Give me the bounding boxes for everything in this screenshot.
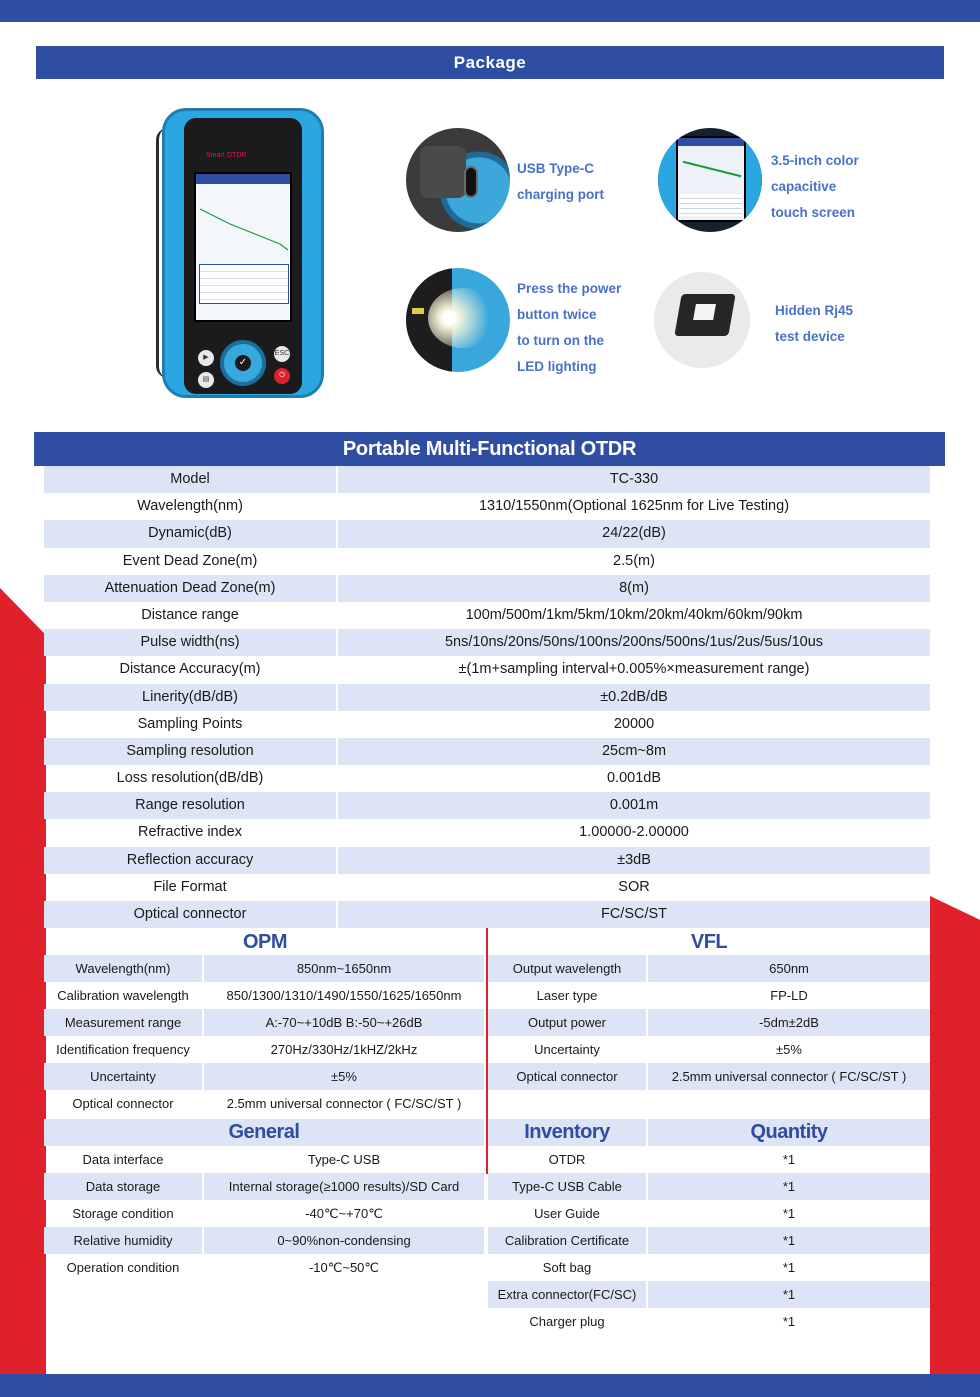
- check-icon: ✓: [235, 355, 251, 371]
- spec-row: [44, 629, 930, 656]
- spec-row-value: SOR: [618, 878, 650, 895]
- spec-row-value: ±0.2dB/dB: [600, 688, 668, 705]
- device-body: [184, 118, 302, 394]
- spec-row-value: 5ns/10ns/20ns/50ns/100ns/200ns/500ns/1us/2us/5us/10us: [444, 634, 824, 651]
- spec-row-value: 20000: [613, 715, 655, 732]
- spec-row-label: Linerity(dB/dB): [44, 684, 338, 711]
- vfl-row-label: Optical connector: [488, 1063, 648, 1090]
- spec-row: [44, 656, 930, 683]
- spec-row-label: Event Dead Zone(m): [44, 548, 338, 575]
- inventory-row-label: Type-C USB Cable: [488, 1173, 648, 1200]
- otdr-device-image: [156, 108, 332, 400]
- vfl-title: VFL: [690, 931, 728, 953]
- spec-table: [44, 466, 930, 928]
- feature-light-line: to turn on the: [517, 333, 604, 348]
- quantity-title: Quantity: [750, 1121, 828, 1143]
- opm-row: [44, 1009, 484, 1036]
- feature-light-line: Press the power: [517, 281, 622, 296]
- general-row: [44, 1227, 484, 1254]
- spec-row: [44, 466, 930, 493]
- spec-row-label: Refractive index: [44, 819, 338, 846]
- vfl-row: [488, 1036, 930, 1063]
- general-row: [44, 1173, 484, 1200]
- general-table: [44, 1146, 484, 1281]
- inventory-row: [488, 1227, 930, 1254]
- spec-row-label: Distance Accuracy(m): [44, 656, 338, 683]
- opm-row-label: Identification frequency: [44, 1036, 204, 1063]
- opm-row: [44, 1090, 484, 1117]
- general-row-label: Operation condition: [44, 1254, 204, 1281]
- general-row: [44, 1254, 484, 1281]
- inventory-table: [488, 1146, 930, 1335]
- inventory-row-value: *1: [782, 1152, 796, 1167]
- inventory-row: [488, 1308, 930, 1335]
- opm-title: OPM: [242, 931, 288, 953]
- spec-row-value: 0.001dB: [606, 770, 662, 787]
- vfl-row-value: -5dm±2dB: [759, 1015, 819, 1030]
- inventory-row-label: Calibration Certificate: [488, 1227, 648, 1254]
- inventory-row: [488, 1146, 930, 1173]
- general-row-label: Data interface: [44, 1146, 204, 1173]
- opm-row-value: 850/1300/1310/1490/1550/1625/1650nm: [226, 988, 462, 1003]
- vfl-table: [488, 955, 930, 1090]
- spec-row-value: FC/SC/ST: [600, 906, 668, 922]
- vfl-row: [488, 1009, 930, 1036]
- device-button-esc: ESC: [274, 346, 290, 362]
- power-icon: ⏻: [274, 368, 290, 384]
- feature-usb-text: [517, 156, 604, 208]
- opm-row-value: A:-70~+10dB B:-50~+26dB: [265, 1015, 423, 1030]
- feature-screen-line: capacitive: [771, 179, 837, 194]
- inventory-row-value: *1: [782, 1233, 796, 1248]
- spec-row: [44, 520, 930, 547]
- general-row: [44, 1200, 484, 1227]
- spec-row: [44, 738, 930, 765]
- general-row-label: Storage condition: [44, 1200, 204, 1227]
- device-button-left: ▶: [198, 350, 214, 366]
- spec-row: [44, 493, 930, 520]
- vfl-row: [488, 982, 930, 1009]
- spec-row-label: Dynamic(dB): [44, 520, 338, 547]
- inventory-row-value: *1: [782, 1287, 796, 1302]
- general-row: [44, 1146, 484, 1173]
- vfl-row-label: Laser type: [488, 982, 648, 1009]
- spec-row-label: Model: [44, 466, 338, 493]
- feature-rj45-line: test device: [775, 329, 845, 344]
- spec-header: Portable Multi-Functional OTDR: [34, 432, 945, 466]
- inventory-row-label: User Guide: [488, 1200, 648, 1227]
- vfl-row-value: FP-LD: [770, 988, 808, 1003]
- inventory-title-row: [488, 1119, 930, 1146]
- decor-red-left: [0, 588, 46, 1374]
- vfl-row: [488, 955, 930, 982]
- spec-row-value: 1310/1550nm(Optional 1625nm for Live Testing): [478, 498, 790, 515]
- feature-rj45-text: [775, 298, 853, 350]
- spec-row-value: 100m/500m/1km/5km/10km/20km/40km/60km/90km: [465, 606, 803, 623]
- spec-row: [44, 548, 930, 575]
- inventory-row-label: Soft bag: [488, 1254, 648, 1281]
- spec-row: [44, 847, 930, 874]
- inventory-row: [488, 1173, 930, 1200]
- general-row-value: 0~90%non-condensing: [277, 1233, 411, 1248]
- feature-usb-line: charging port: [517, 187, 604, 202]
- opm-row-label: Optical connector: [44, 1090, 204, 1117]
- feature-light-line: button twice: [517, 307, 597, 322]
- spec-row-value: 24/22(dB): [602, 525, 666, 542]
- spec-row-value: 1.00000-2.00000: [579, 824, 689, 841]
- feature-screen-line: 3.5-inch color: [771, 153, 859, 168]
- inventory-row-label: OTDR: [488, 1146, 648, 1173]
- opm-row-label: Calibration wavelength: [44, 982, 204, 1009]
- opm-row-value: 270Hz/330Hz/1kHZ/2kHz: [270, 1042, 418, 1057]
- opm-row-value: 2.5mm universal connector ( FC/SC/ST ): [226, 1096, 462, 1111]
- vfl-row-value: 650nm: [769, 961, 809, 976]
- vfl-row-value: ±5%: [776, 1042, 802, 1057]
- opm-row-value: ±5%: [331, 1069, 357, 1084]
- spec-row-label: File Format: [44, 874, 338, 901]
- top-band: [0, 0, 980, 22]
- vfl-row-label: Output wavelength: [488, 955, 648, 982]
- opm-row: [44, 955, 484, 982]
- inventory-row-label: Charger plug: [488, 1308, 648, 1335]
- spec-row-label: Range resolution: [44, 792, 338, 819]
- device-trace: [200, 204, 288, 254]
- led-light-image: [406, 268, 510, 372]
- spec-row: [44, 765, 930, 792]
- spec-row: [44, 874, 930, 901]
- spec-row-value: 0.001m: [609, 797, 659, 814]
- light-icon: [428, 288, 498, 348]
- feature-light-text: [517, 276, 621, 380]
- rj45-image: [654, 272, 750, 368]
- decor-red-right: [930, 896, 980, 1374]
- bottom-band: [0, 1374, 980, 1397]
- opm-row: [44, 982, 484, 1009]
- opm-table: [44, 955, 484, 1117]
- opm-row-label: Measurement range: [44, 1009, 204, 1036]
- spec-row-value: ±3dB: [617, 851, 651, 868]
- touch-screen-image: [658, 128, 762, 232]
- spec-row-label: Sampling Points: [44, 711, 338, 738]
- spec-row-value: TC-330: [609, 471, 659, 487]
- spec-row: [44, 684, 930, 711]
- vfl-row: [488, 1063, 930, 1090]
- inventory-row-value: *1: [782, 1314, 796, 1329]
- feature-rj45-line: Hidden Rj45: [775, 303, 854, 318]
- spec-row-label: Wavelength(nm): [44, 493, 338, 520]
- inventory-row-value: *1: [782, 1206, 796, 1221]
- general-row-label: Relative humidity: [44, 1227, 204, 1254]
- feature-usb-line: USB Type-C: [517, 161, 595, 176]
- inventory-row: [488, 1254, 930, 1281]
- spec-row: [44, 575, 930, 602]
- spec-row: [44, 602, 930, 629]
- device-brand: Smart OTDR: [206, 152, 247, 159]
- vfl-row-label: Uncertainty: [488, 1036, 648, 1063]
- spec-row: [44, 819, 930, 846]
- spec-row: [44, 901, 930, 928]
- spec-row-label: Distance range: [44, 602, 338, 629]
- device-dpad: [220, 340, 266, 386]
- rj45-port-icon: [693, 304, 716, 320]
- spec-row-value: ±(1m+sampling interval+0.005%×measurement range): [458, 661, 810, 678]
- feature-light-line: LED lighting: [517, 359, 597, 374]
- general-title: General: [228, 1121, 300, 1143]
- vfl-row-value: 2.5mm universal connector ( FC/SC/ST ): [671, 1069, 907, 1084]
- spec-row-label: Pulse width(ns): [44, 629, 338, 656]
- inventory-row-value: *1: [782, 1260, 796, 1275]
- package-header: Package: [36, 46, 944, 79]
- spec-row-label: Loss resolution(dB/dB): [44, 765, 338, 792]
- spec-row-label: Optical connector: [44, 901, 338, 928]
- opm-row: [44, 1036, 484, 1063]
- inventory-row: [488, 1200, 930, 1227]
- opm-row-value: 850nm~1650nm: [296, 961, 392, 976]
- spec-row-label: Sampling resolution: [44, 738, 338, 765]
- general-row-value: Type-C USB: [307, 1152, 381, 1167]
- inventory-row-label: Extra connector(FC/SC): [488, 1281, 648, 1308]
- spec-row-value: 2.5(m): [613, 552, 655, 569]
- opm-row: [44, 1063, 484, 1090]
- opm-row-label: Wavelength(nm): [44, 955, 204, 982]
- inventory-row-value: *1: [782, 1179, 796, 1194]
- device-button-lower-left: ▤: [198, 372, 214, 388]
- spec-row-value: 8(m): [619, 579, 649, 596]
- inventory-row: [488, 1281, 930, 1308]
- spec-row-value: 25cm~8m: [601, 742, 667, 759]
- general-title-row: [44, 1119, 484, 1146]
- inventory-title: Inventory: [488, 1119, 648, 1146]
- usb-port-image: [406, 128, 510, 232]
- usb-c-icon: [464, 166, 478, 198]
- general-row-label: Data storage: [44, 1173, 204, 1200]
- general-row-value: -10℃~50℃: [308, 1260, 380, 1275]
- general-row-value: Internal storage(≥1000 results)/SD Card: [228, 1179, 460, 1194]
- spec-row: [44, 711, 930, 738]
- opm-row-label: Uncertainty: [44, 1063, 204, 1090]
- general-row-value: -40℃~+70℃: [305, 1206, 383, 1221]
- spec-row-label: Attenuation Dead Zone(m): [44, 575, 338, 602]
- vfl-row-label: Output power: [488, 1009, 648, 1036]
- spec-row-label: Reflection accuracy: [44, 847, 338, 874]
- device-screen: [194, 172, 292, 322]
- feature-screen-text: [771, 148, 859, 226]
- feature-screen-line: touch screen: [771, 205, 856, 220]
- spec-row: [44, 792, 930, 819]
